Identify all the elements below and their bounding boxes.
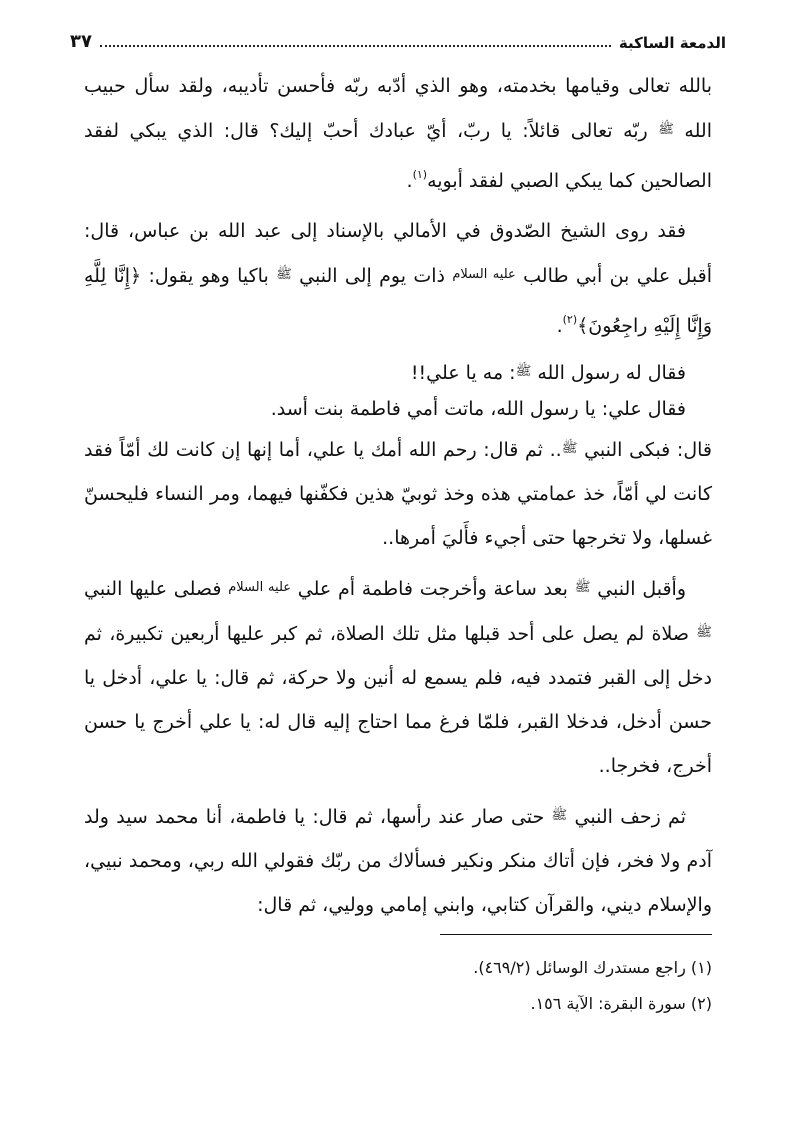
footnote-marker-2[interactable]: (٢) <box>562 313 578 326</box>
paragraph-text: . <box>406 170 413 192</box>
page-number: ٣٧ <box>70 31 92 52</box>
paragraph-text: ربّه تعالى قائلاً: يا ربّ، أيّ عبادك أحبّ إليك؟ قال: الذي يبكي لفقد الصالحين كما يبكي الصبي لفقد أبويه <box>84 120 712 192</box>
footnote-marker-1[interactable]: (١) <box>412 168 428 181</box>
honorific-symbol: عليه السلام <box>452 267 516 282</box>
running-header <box>70 30 726 52</box>
paragraph-5 <box>84 427 712 560</box>
paragraph-text: : مه يا علي!! <box>410 362 516 384</box>
paragraph-3 <box>84 354 712 391</box>
paragraph-6 <box>84 566 712 788</box>
paragraph-text: حتى صار عند رأسها، ثم قال: يا فاطمة، أنا محمد سيد ولد آدم ولا فخر، فإن أتاك منكر ونكير فسألاك من ربّك فقولي الله ربي، ومحمد نبيي، والإسلام ديني، والقرآن كتابي، وابني إمامي ووليي، ثم قال: <box>84 806 712 916</box>
paragraph-text: فقال علي: يا رسول الله، ماتت أمي فاطمة بنت أسد. <box>270 398 686 420</box>
paragraph-text: قال: فبكى النبي <box>577 439 713 461</box>
dotted-leader <box>100 45 611 47</box>
honorific-symbol: ﷺ <box>561 441 578 456</box>
honorific-symbol: ﷺ <box>515 364 532 379</box>
body-text <box>84 64 712 927</box>
honorific-symbol: ﷺ <box>574 580 591 595</box>
honorific-symbol: ﷺ <box>551 808 568 823</box>
paragraph-text: فصلى عليها النبي <box>84 578 229 600</box>
paragraph-4 <box>84 391 712 427</box>
paragraph-text: باكيا وهو يقول: ﴿إِنَّا لِلَّهِ وَإِنَّا إِلَيْهِ راجِعُونَ﴾ <box>84 265 712 337</box>
paragraph-text: ذات يوم إلى النبي <box>291 265 453 287</box>
paragraph-text: فقد روى الشيخ الصّدوق في الأمالي بالإسناد إلى عبد الله بن عباس، قال: أقبل علي بن أبي طالب <box>84 220 712 287</box>
paragraph-text: فقال له رسول الله <box>531 362 686 384</box>
paragraph-7 <box>84 794 712 927</box>
honorific-symbol: ﷺ <box>696 625 712 640</box>
paragraph-text: بعد ساعة وأخرجت فاطمة أم علي <box>291 578 575 600</box>
paragraph-text: .. ثم قال: رحم الله أمك يا علي، أما إنها إن كانت لك أمّاً فقد كانت لي أمّاً، خذ عمامتي هذه وخذ ثوبيّ هذين فكفّنها فيهما، ومر النساء فليحسنّ غسلها، ولا تخرجها حتى أجيء فأَليَ أمرها.. <box>84 439 712 549</box>
paragraph-text: ثم زحف النبي <box>567 806 686 828</box>
paragraph-1 <box>84 64 712 203</box>
footnote-separator <box>440 934 712 935</box>
paragraph-text: وأقبل النبي <box>590 578 686 600</box>
paragraph-text: . <box>556 315 563 337</box>
honorific-symbol: ﷺ <box>276 267 292 282</box>
paragraph-2 <box>84 209 712 348</box>
paragraph-text: صلاة لم يصل على أحد قبلها مثل تلك الصلاة، ثم كبر عليها أربعين تكبيرة، ثم دخل إلى القبر فتمدد فيه، فلم يسمع له أنين ولا حركة، ثم قال: يا علي، أدخل يا حسن أدخل، فدخلا القبر، فلمّا فرغ مما احتاج إليه قال له: يا علي أخرج يا حسن أخرج، فخرجا.. <box>84 623 712 777</box>
honorific-symbol: عليه السلام <box>228 580 292 595</box>
footnote-2: (٢) سورة البقرة: الآية ١٥٦. <box>530 994 712 1013</box>
honorific-symbol: ﷺ <box>658 122 674 137</box>
running-title: الدمعة الساكبة <box>618 34 726 52</box>
paragraph-text: بالله تعالى وقيامها بخدمته، وهو الذي أدّبه ربّه فأحسن تأديبه، ولقد سأل حبيب الله <box>84 75 712 142</box>
footnotes <box>84 950 712 1022</box>
footnote-1: (١) راجع مستدرك الوسائل (٤٦٩/٢). <box>473 958 712 977</box>
